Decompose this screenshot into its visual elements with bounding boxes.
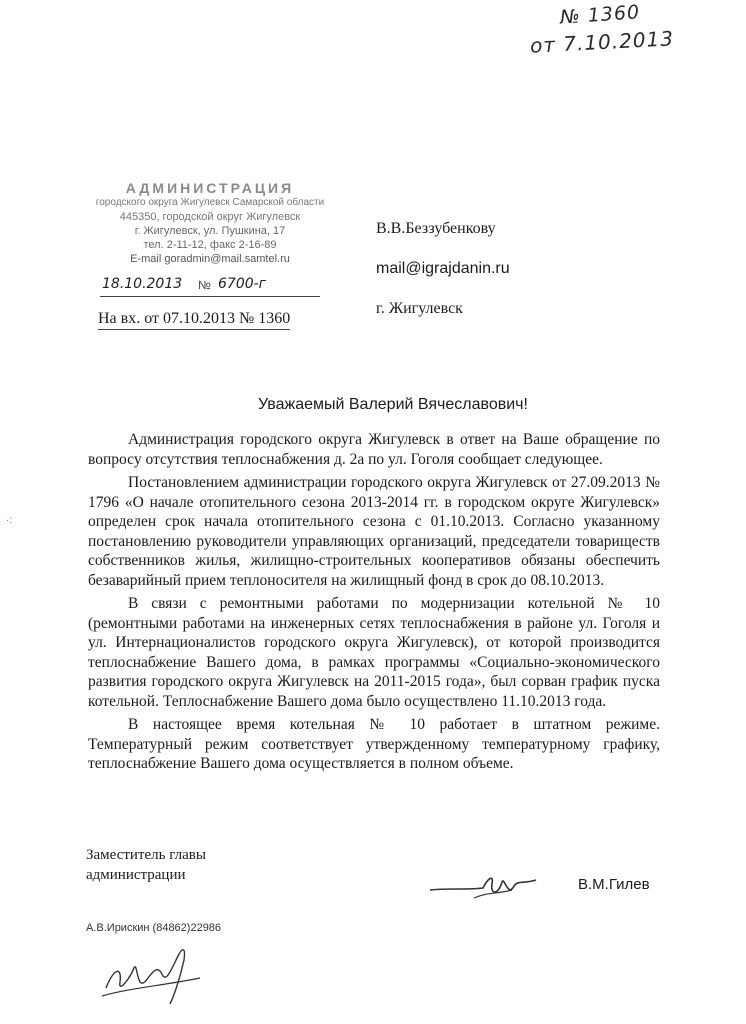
paragraph: В связи с ремонтными работами по модернизации котельной № 10 (ремонтными работами на инженерных сетях теплоснабжения в районе ул. Гоголя и ул. Интернационалистов городского округа Жигулевск), от которой производится теплоснабжение Вашего дома, в рамках программы «Социально-экономического развития городского округа Жигулевск на 2011-2015 года», был сорван график пуска котельной. Теплоснабжение Вашего дома было осуществлено 11.10.2013 года. [88,595,660,710]
letter-body [88,430,660,778]
addressee-name: В.В.Беззубенкову [376,220,496,237]
stamp-email: E-mail goradmin@mail.samtel.ru [130,253,290,265]
handwritten-registration-date: от 7.10.2013 [529,26,675,58]
signer-name: В.М.Гилев [578,876,650,893]
outgoing-date: 18.10.2013 [102,276,183,292]
margin-mark: ·: [6,515,13,526]
administration-stamp [80,180,340,330]
stamp-phone: тел. 2-11-12, факс 2-16-89 [143,239,277,251]
signer-title: Заместитель главы администрации [86,847,206,883]
executor-contact: А.В.Ирискин (84862)22986 [86,922,222,934]
stamp-org: городского округа Жигулевск Самарской области [95,197,325,208]
stamp-address-line-2: г. Жигулевск, ул. Пушкина, 17 [134,225,286,237]
incoming-reference: На вх. от 07.10.2013 № 1360 [98,310,290,330]
greeting: Уважаемый Валерий Вячеславович! [258,396,528,413]
stamp-title: АДМИНИСТРАЦИЯ [125,180,295,196]
addressee-email: mail@igrajdanin.ru [376,260,510,277]
paragraph: Постановлением администрации городского округа Жигулевск от 27.09.2013 № 1796 «О начале отопительного сезона 2013-2014 гг. в городском округе Жигулевск» определен срок начала отопительного сезона с 01.10.2013. Согласно указанному постановлению руководители управляющих организаций, председатели товариществ собственников жилья, жилищно-строительных кооперативов обязаны обеспечить безаварийный прием теплоносителя на жилищный фонд в срок до 08.10.2013. [88,474,660,589]
executor-handwritten-signature [100,938,210,1008]
paragraph: В настоящее время котельная № 10 работает в штатном режиме. Температурный режим соответствует утвержденному температурному графику, теплоснабжение Вашего дома осуществляется в полном объеме. [88,716,660,772]
number-sign: № [198,278,211,292]
paragraph: Администрация городского округа Жигулевск в ответ на Ваше обращение по вопросу отсутствия теплоснабжения д. 2а по ул. Гоголя сообщает следующее. [88,431,660,468]
outgoing-number: 6700-г [218,276,267,292]
addressee-city: г. Жигулевск [376,300,463,317]
stamp-address-line-1: 445350, городской округ Жигулевск [119,211,301,223]
handwritten-signature [428,868,538,904]
handwritten-registration-number: № 1360 [559,1,641,29]
